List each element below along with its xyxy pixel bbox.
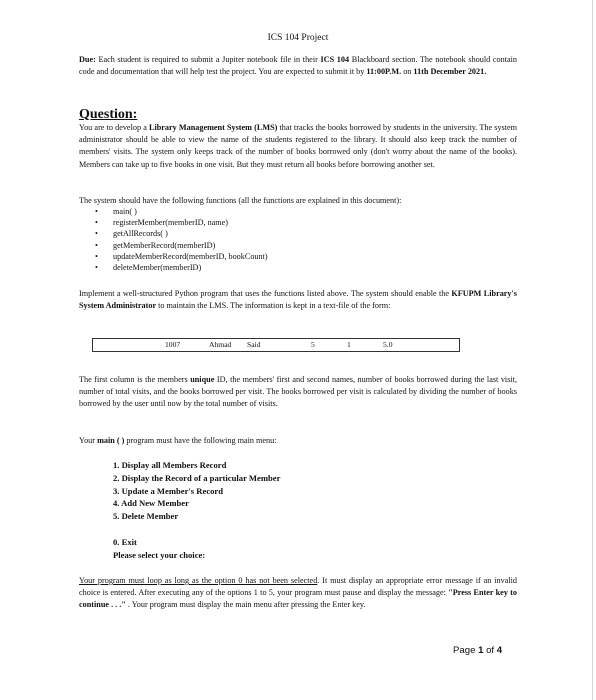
record-first-name: Ahmad [209,340,232,349]
menu-item: 3. Update a Member's Record [113,485,224,496]
bullet-icon: • [95,229,98,239]
due-date: 11th December 2021. [413,67,487,77]
question-heading: Question: [79,107,138,122]
page-edge [592,0,593,700]
choice-prompt: Please select your choice: [113,550,206,560]
admin-name: KFUPM Library's System Administrator [79,289,517,311]
menu-item: 2. Display the Record of a particular Member [113,472,281,483]
bullet-icon: • [95,240,98,250]
record-member-id: 1007 [165,340,181,349]
list-item: • updateMemberRecord(memberID, bookCount) [95,251,268,261]
list-item: • getAllRecords( ) [95,229,168,239]
page-number: Page 1 of 4 [453,645,503,656]
record-total-visits: 1 [347,340,351,349]
exit-option: 0. Exit [113,537,137,547]
list-item: • registerMember(memberID, name) [95,218,229,228]
bullet-icon: • [95,251,98,261]
main-menu-container [113,459,513,523]
menu-item: 5. Delete Member [113,511,179,522]
bullet-icon: • [95,218,98,228]
implement-paragraph: Implement a well-structured Python program that uses the functions listed above. The system should enable the KFUPM Library's System Administrator to maintain the LMS. The information is kept in a text-file of the form: [79,289,517,311]
record-books-borrowed: 5 [311,340,315,349]
due-label: Due: [79,55,96,64]
bullet-icon: • [95,263,98,273]
bullet-icon: • [95,207,98,216]
function-list [79,206,517,273]
menu-item: 1. Display all Members Record [113,460,227,470]
document-title: ICS 104 Project [267,33,329,43]
list-item: • main( ) [95,207,137,216]
course-code: ICS 104 [320,55,350,64]
main-menu-intro: Your main ( ) program must have the following main menu: [79,436,277,445]
functions-intro: The system should have the following functions (all the functions are explained in this document): [79,196,402,205]
function-list-container [79,206,517,273]
due-paragraph: Due: Each student is required to submit a Jupiter notebook file in their ICS 104 Blackboard section. The notebook should contain code and documentation that will help test the project. You are expected to submit it by 11:00P.M. on 11th December 2021. [79,55,517,77]
record-last-name: Said [247,340,261,349]
menu-item: 4. Add New Member [113,498,189,509]
unique-word: unique [190,375,215,384]
loop-paragraph: Your program must loop as long as the option 0 has not been selected. It must display an appropriate error message if an invalid choice is entered. After executing any of the options 1 to 5, your program must pause and display the message: "Press Enter key to continue . . ." . Your program must display the main menu after pressing the Enter key. [79,576,518,610]
question-paragraph: You are to develop a Library Management System (LMS) that tracks the books borrowed by students in the university. The system administrator should be able to view the name of the students registered to the library. It should also keep track the number of members' visits. The system only keeps track of the number of books borrowed only (don't worry about the name of the books). Members can take up to five books in one visit. But they must return all books before borrowing another set. [79,123,517,169]
record-books-per-visit: 5.0 [383,340,393,349]
lms-name: Library Management System (LMS) [148,123,278,132]
press-enter-message: "Press Enter key to continue . . ." [79,588,518,610]
main-menu-list [113,459,513,523]
loop-requirement: Your program must loop as long as the option 0 has not been selected [79,576,318,585]
main-function-name: main ( ) [97,436,125,445]
sample-record-box [92,338,460,352]
list-item: • deleteMember(memberID) [95,263,202,273]
list-item: • getMemberRecord(memberID) [95,240,216,250]
columns-paragraph: The first column is the members unique ID, the members' first and second names, number of books borrowed during the last visit, number of total visits, and the books borrowed per visit. The books borrowed per visit is calculated by dividing the number of books borrowed by the user until now by the total number of visits. [79,375,517,409]
due-time: 11:00P.M. [366,67,402,77]
